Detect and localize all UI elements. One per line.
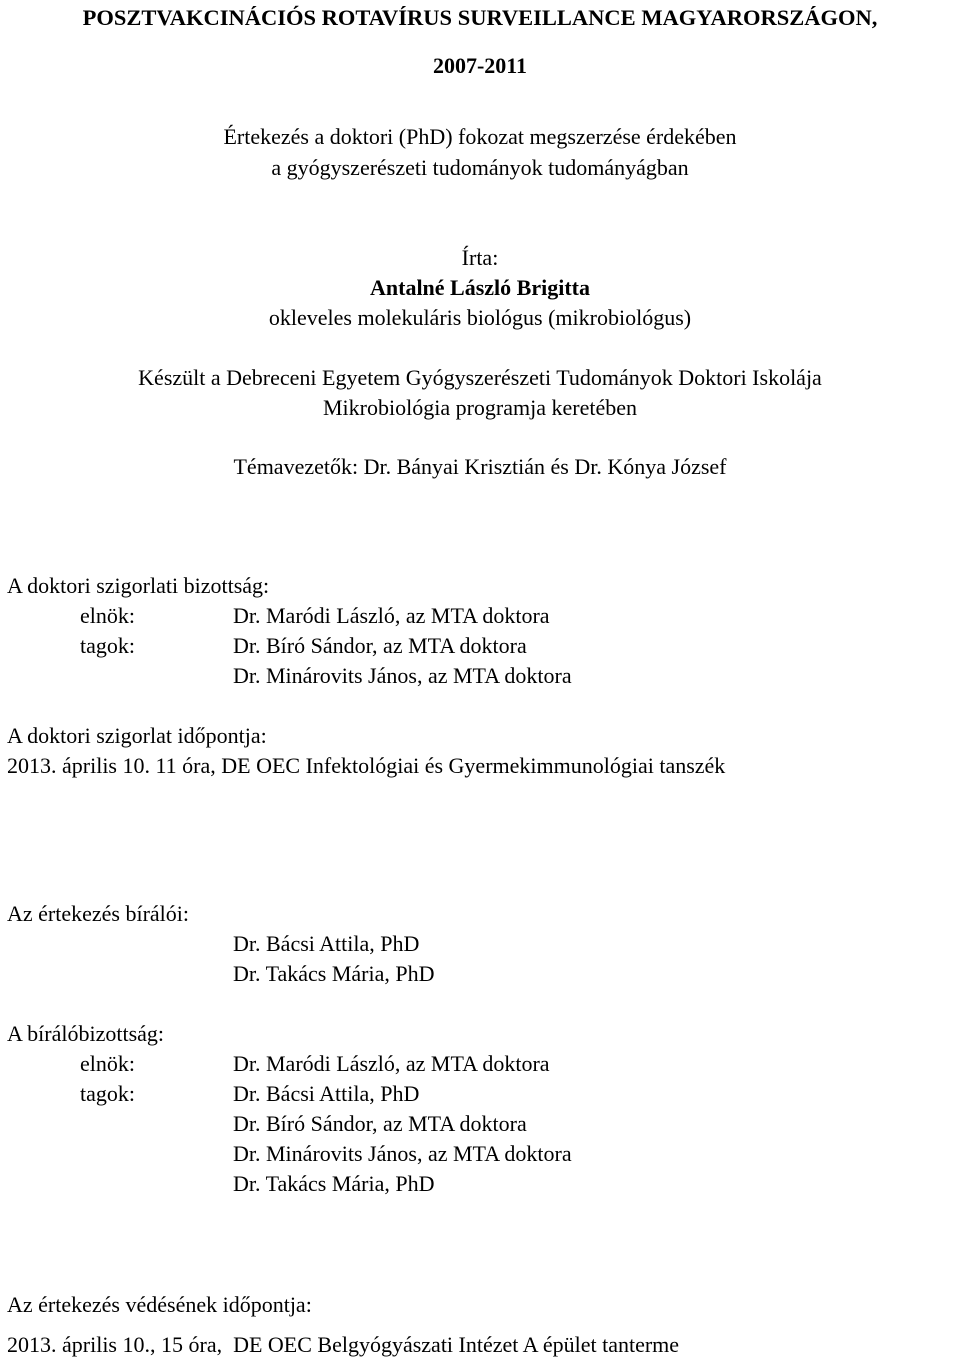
exam-committee-chair-label: elnök:	[80, 603, 135, 628]
exam-date-value: 2013. április 10. 11 óra, DE OEC Infektológiai és Gyermekimmunológiai tanszék	[7, 753, 726, 778]
defense-date-value: 2013. április 10., 15 óra, DE OEC Belgyógyászati Intézet A épület tanterme	[7, 1332, 680, 1357]
author-name: Antalné László Brigitta	[370, 275, 590, 300]
review-committee-member: Dr. Bácsi Attila, PhD	[233, 1081, 420, 1106]
author-label: Írta:	[461, 245, 499, 270]
review-committee-members-label: tagok:	[80, 1081, 135, 1106]
defense-date-heading: Az értekezés védésének időpontja:	[7, 1292, 312, 1317]
author-degree: okleveles molekuláris biológus (mikrobiológus)	[268, 305, 692, 330]
exam-committee-member: Dr. Minárovits János, az MTA doktora	[233, 663, 572, 688]
exam-committee-heading: A doktori szigorlati bizottság:	[7, 573, 270, 598]
exam-committee-members-label: tagok:	[80, 633, 135, 658]
document-years: 2007-2011	[432, 53, 528, 78]
reviewer-name: Dr. Takács Mária, PhD	[233, 961, 435, 986]
exam-date-heading: A doktori szigorlat időpontja:	[7, 723, 267, 748]
exam-committee-chair: Dr. Maródi László, az MTA doktora	[233, 603, 550, 628]
review-committee-member: Dr. Bíró Sándor, az MTA doktora	[233, 1111, 527, 1136]
supervisors: Témavezetők: Dr. Bányai Krisztián és Dr. Kónya József	[233, 454, 727, 479]
institution-line-2: Mikrobiológia programja keretében	[322, 395, 637, 420]
review-committee-chair-label: elnök:	[80, 1051, 135, 1076]
reviewers-heading: Az értekezés bírálói:	[7, 901, 190, 926]
dissertation-line-2: a gyógyszerészeti tudományok tudományágban	[271, 155, 689, 180]
dissertation-line-1: Értekezés a doktori (PhD) fokozat megszerzése érdekében	[223, 124, 737, 149]
review-committee-member: Dr. Minárovits János, az MTA doktora	[233, 1141, 572, 1166]
document-title: POSZTVAKCINÁCIÓS ROTAVÍRUS SURVEILLANCE MAGYARORSZÁGON,	[82, 5, 878, 30]
review-committee-member: Dr. Takács Mária, PhD	[233, 1171, 435, 1196]
exam-committee-member: Dr. Bíró Sándor, az MTA doktora	[233, 633, 527, 658]
review-committee-chair: Dr. Maródi László, az MTA doktora	[233, 1051, 550, 1076]
review-committee-heading: A bírálóbizottság:	[7, 1021, 165, 1046]
reviewer-name: Dr. Bácsi Attila, PhD	[233, 931, 420, 956]
institution-line-1: Készült a Debreceni Egyetem Gyógyszerészeti Tudományok Doktori Iskolája	[138, 365, 822, 390]
